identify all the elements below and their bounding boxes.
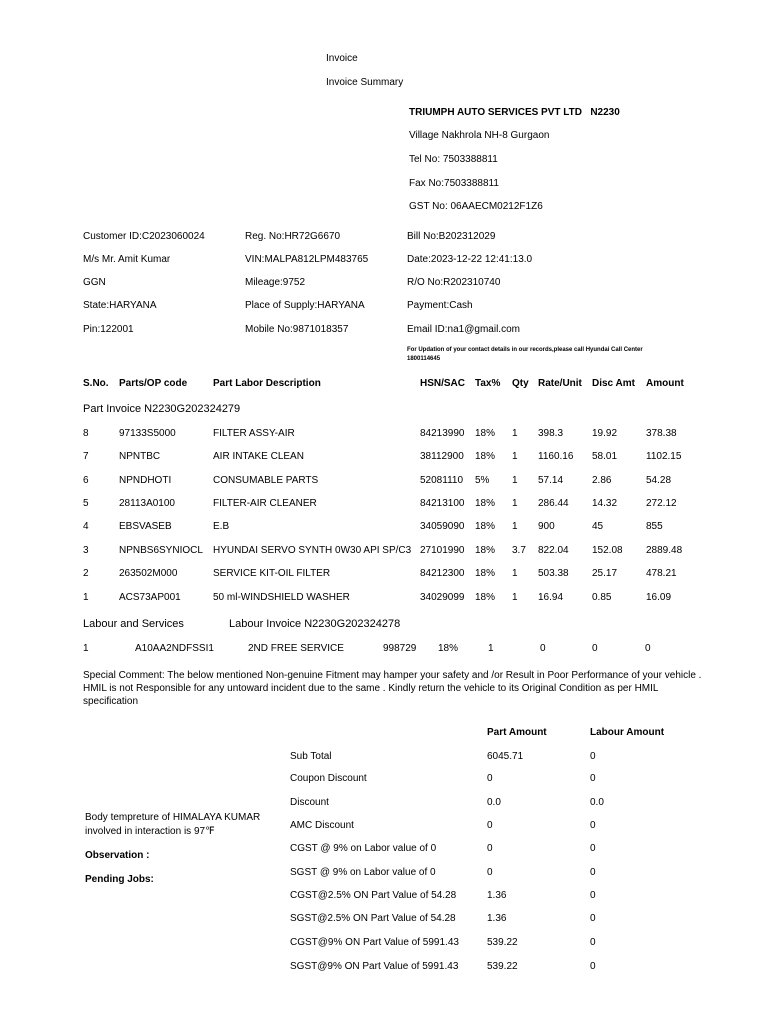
col-header-sno: S.No. — [83, 378, 109, 389]
cell-tax: 5% — [475, 475, 490, 486]
cell-rate: 503.38 — [538, 568, 569, 579]
summary-label: CGST@2.5% ON Part Value of 54.28 — [290, 890, 457, 901]
summary-part-value: 6045.71 — [487, 751, 524, 762]
summary-part-value: 0 — [487, 843, 493, 854]
cell-qty: 1 — [512, 568, 518, 579]
cell-disc: 0.85 — [592, 592, 612, 603]
summary-label: SGST@2.5% ON Part Value of 54.28 — [290, 913, 456, 924]
cell-hsn: 27101990 — [420, 545, 465, 556]
bill-no: Bill No:B202312029 — [407, 231, 496, 242]
special-comment-line: HMIL is not Responsible for any untoward incident due to the same . Kindly return the vehicle to its Original Condition as per HMIL — [83, 683, 659, 694]
body-temperature-note: Body tempreture of HIMALAYA KUMAR — [85, 812, 261, 823]
cell-hsn: 84212300 — [420, 568, 465, 579]
cell-desc: FILTER ASSY-AIR — [213, 428, 295, 439]
cell-disc: 45 — [592, 521, 604, 532]
col-header-tax: Tax% — [475, 378, 501, 389]
cell-hsn: 34059090 — [420, 521, 465, 532]
cell-qty: 1 — [512, 451, 518, 462]
cell-amount: 378.38 — [646, 428, 677, 439]
cell-qty: 1 — [488, 643, 494, 654]
company-gst: GST No: 06AAECM0212F1Z6 — [409, 201, 543, 212]
company-name: TRIUMPH AUTO SERVICES PVT LTD — [409, 107, 582, 118]
summary-part-value: 0 — [487, 867, 493, 878]
summary-labour-value: 0 — [590, 961, 596, 972]
cell-desc: 2ND FREE SERVICE — [248, 643, 344, 654]
cell-amount: 16.09 — [646, 592, 672, 603]
call-center-note: For Updation of your contact details in our records,please call Hyundai Call Center — [407, 347, 643, 353]
customer-name: M/s Mr. Amit Kumar — [83, 254, 171, 265]
cell-desc: FILTER-AIR CLEANER — [213, 498, 317, 509]
summary-part-value: 539.22 — [487, 961, 518, 972]
company-tel: Tel No: 7503388811 — [409, 154, 498, 165]
cell-code: EBSVASEB — [119, 521, 172, 532]
cell-qty: 1 — [512, 475, 518, 486]
cell-sno: 6 — [83, 475, 89, 486]
summary-labour-value: 0 — [590, 773, 596, 784]
cell-rate: 16.94 — [538, 592, 564, 603]
cell-qty: 1 — [512, 521, 518, 532]
col-header-amount: Amount — [646, 378, 684, 389]
labour-invoice-heading: Labour Invoice N2230G202324278 — [229, 618, 401, 630]
summary-labour-value: 0 — [590, 890, 596, 901]
col-header-qty: Qty — [512, 378, 529, 389]
summary-labour-value: 0 — [590, 820, 596, 831]
cell-rate: 57.14 — [538, 475, 564, 486]
cell-code: NPNDHOTI — [119, 475, 172, 486]
cell-tax: 18% — [475, 451, 496, 462]
cell-amount: 478.21 — [646, 568, 677, 579]
cell-code: A10AA2NDFSSI1 — [135, 643, 214, 654]
cell-hsn: 84213990 — [420, 428, 465, 439]
summary-labour-header: Labour Amount — [590, 727, 665, 738]
email-id: Email ID:na1@gmail.com — [407, 324, 520, 335]
cell-hsn: 84213100 — [420, 498, 465, 509]
summary-labour-value: 0 — [590, 937, 596, 948]
summary-part-value: 1.36 — [487, 890, 507, 901]
cell-amount: 1102.15 — [646, 451, 682, 462]
cell-tax: 18% — [475, 545, 496, 556]
cell-code: 28113A0100 — [119, 498, 175, 509]
reg-no: Reg. No:HR72G6670 — [245, 231, 341, 242]
cell-tax: 18% — [475, 592, 496, 603]
cell-desc: E.B — [213, 521, 230, 532]
summary-part-header: Part Amount — [487, 727, 547, 738]
cell-rate: 0 — [540, 643, 546, 654]
customer-state: State:HARYANA — [83, 300, 157, 311]
cell-hsn: 34029099 — [420, 592, 465, 603]
summary-labour-value: 0 — [590, 843, 596, 854]
summary-labour-value: 0.0 — [590, 797, 604, 808]
cell-qty: 1 — [512, 592, 518, 603]
summary-part-value: 0 — [487, 773, 493, 784]
invoice-subtitle: Invoice Summary — [326, 77, 404, 88]
cell-sno: 1 — [83, 643, 89, 654]
cell-rate: 398.3 — [538, 428, 564, 439]
summary-part-value: 0.0 — [487, 797, 501, 808]
cell-disc: 0 — [592, 643, 598, 654]
vin: VIN:MALPA812LPM483765 — [245, 254, 369, 265]
observation-label: Observation : — [85, 850, 150, 861]
cell-sno: 4 — [83, 521, 89, 532]
cell-hsn: 998729 — [383, 643, 417, 654]
customer-id: Customer ID:C2023060024 — [83, 231, 205, 242]
summary-part-value: 0 — [487, 820, 493, 831]
cell-tax: 18% — [475, 521, 496, 532]
summary-part-value: 539.22 — [487, 937, 518, 948]
cell-sno: 8 — [83, 428, 89, 439]
summary-label: Discount — [290, 797, 329, 808]
cell-code: 263502M000 — [119, 568, 178, 579]
cell-disc: 14.32 — [592, 498, 618, 509]
summary-label: SGST @ 9% on Labor value of 0 — [290, 867, 436, 878]
company-code: N2230 — [590, 107, 620, 118]
cell-disc: 2.86 — [592, 475, 612, 486]
cell-amount: 2889.48 — [646, 545, 683, 556]
cell-tax: 18% — [475, 498, 496, 509]
cell-sno: 1 — [83, 592, 89, 603]
summary-labour-value: 0 — [590, 867, 596, 878]
col-header-code: Parts/OP code — [119, 378, 188, 389]
cell-disc: 152.08 — [592, 545, 623, 556]
cell-disc: 58.01 — [592, 451, 618, 462]
cell-tax: 18% — [438, 643, 459, 654]
col-header-rate: Rate/Unit — [538, 378, 582, 389]
cell-sno: 5 — [83, 498, 89, 509]
cell-rate: 286.44 — [538, 498, 569, 509]
cell-qty: 1 — [512, 498, 518, 509]
cell-rate: 900 — [538, 521, 555, 532]
summary-label: Sub Total — [290, 751, 332, 762]
summary-label: Coupon Discount — [290, 773, 367, 784]
cell-qty: 1 — [512, 428, 518, 439]
col-header-disc: Disc Amt — [592, 378, 635, 389]
part-invoice-heading: Part Invoice N2230G202324279 — [83, 403, 241, 415]
mobile-no: Mobile No:9871018357 — [245, 324, 349, 335]
ro-no: R/O No:R202310740 — [407, 277, 501, 288]
cell-rate: 822.04 — [538, 545, 569, 556]
customer-city: GGN — [83, 277, 106, 288]
cell-desc: SERVICE KIT-OIL FILTER — [213, 568, 331, 579]
cell-rate: 1160.16 — [538, 451, 574, 462]
body-temperature-value: involved in interaction is 97℉ — [85, 826, 215, 837]
cell-desc: AIR INTAKE CLEAN — [213, 451, 304, 462]
col-header-hsn: HSN/SAC — [420, 378, 466, 389]
cell-hsn: 52081110 — [420, 475, 464, 486]
cell-sno: 2 — [83, 568, 89, 579]
cell-amount: 54.28 — [646, 475, 672, 486]
pending-jobs-label: Pending Jobs: — [85, 874, 154, 885]
cell-amount: 0 — [645, 643, 651, 654]
cell-amount: 272.12 — [646, 498, 677, 509]
cell-desc: CONSUMABLE PARTS — [213, 475, 319, 486]
summary-labour-value: 0 — [590, 751, 596, 762]
summary-label: CGST @ 9% on Labor value of 0 — [290, 843, 437, 854]
place-of-supply: Place of Supply:HARYANA — [245, 300, 365, 311]
cell-sno: 3 — [83, 545, 89, 556]
cell-disc: 19.92 — [592, 428, 618, 439]
mileage: Mileage:9752 — [245, 277, 306, 288]
special-comment-line: Special Comment: The below mentioned Non-genuine Fitment may hamper your safety and /or Result in Poor Performance of your vehicle . — [83, 670, 702, 681]
invoice-title: Invoice — [326, 53, 358, 64]
payment-mode: Payment:Cash — [407, 300, 473, 311]
cell-tax: 18% — [475, 568, 496, 579]
special-comment-line: specification — [83, 696, 139, 707]
cell-amount: 855 — [646, 521, 663, 532]
company-address: Village Nakhrola NH-8 Gurgaon — [409, 130, 550, 141]
cell-desc: HYUNDAI SERVO SYNTH 0W30 API SP/C3 — [213, 545, 412, 556]
company-fax: Fax No:7503388811 — [409, 178, 499, 189]
customer-pin: Pin:122001 — [83, 324, 134, 335]
cell-qty: 3.7 — [512, 545, 526, 556]
col-header-desc: Part Labor Description — [213, 378, 321, 389]
bill-date: Date:2023-12-22 12:41:13.0 — [407, 254, 533, 265]
summary-labour-value: 0 — [590, 913, 596, 924]
summary-label: SGST@9% ON Part Value of 5991.43 — [290, 961, 459, 972]
summary-label: CGST@9% ON Part Value of 5991.43 — [290, 937, 459, 948]
cell-code: ACS73AP001 — [119, 592, 181, 603]
labour-section-label: Labour and Services — [83, 618, 184, 630]
cell-code: NPNBS6SYNIOCL — [119, 545, 203, 556]
cell-desc: 50 ml-WINDSHIELD WASHER — [213, 592, 350, 603]
cell-sno: 7 — [83, 451, 89, 462]
company-name-line — [409, 107, 620, 119]
cell-disc: 25.17 — [592, 568, 618, 579]
summary-part-value: 1.36 — [487, 913, 507, 924]
summary-label: AMC Discount — [290, 820, 354, 831]
cell-code: 97133S5000 — [119, 428, 176, 439]
cell-code: NPNTBC — [119, 451, 161, 462]
call-center-number: 1800114645 — [407, 356, 441, 362]
cell-hsn: 38112900 — [420, 451, 464, 462]
cell-tax: 18% — [475, 428, 496, 439]
